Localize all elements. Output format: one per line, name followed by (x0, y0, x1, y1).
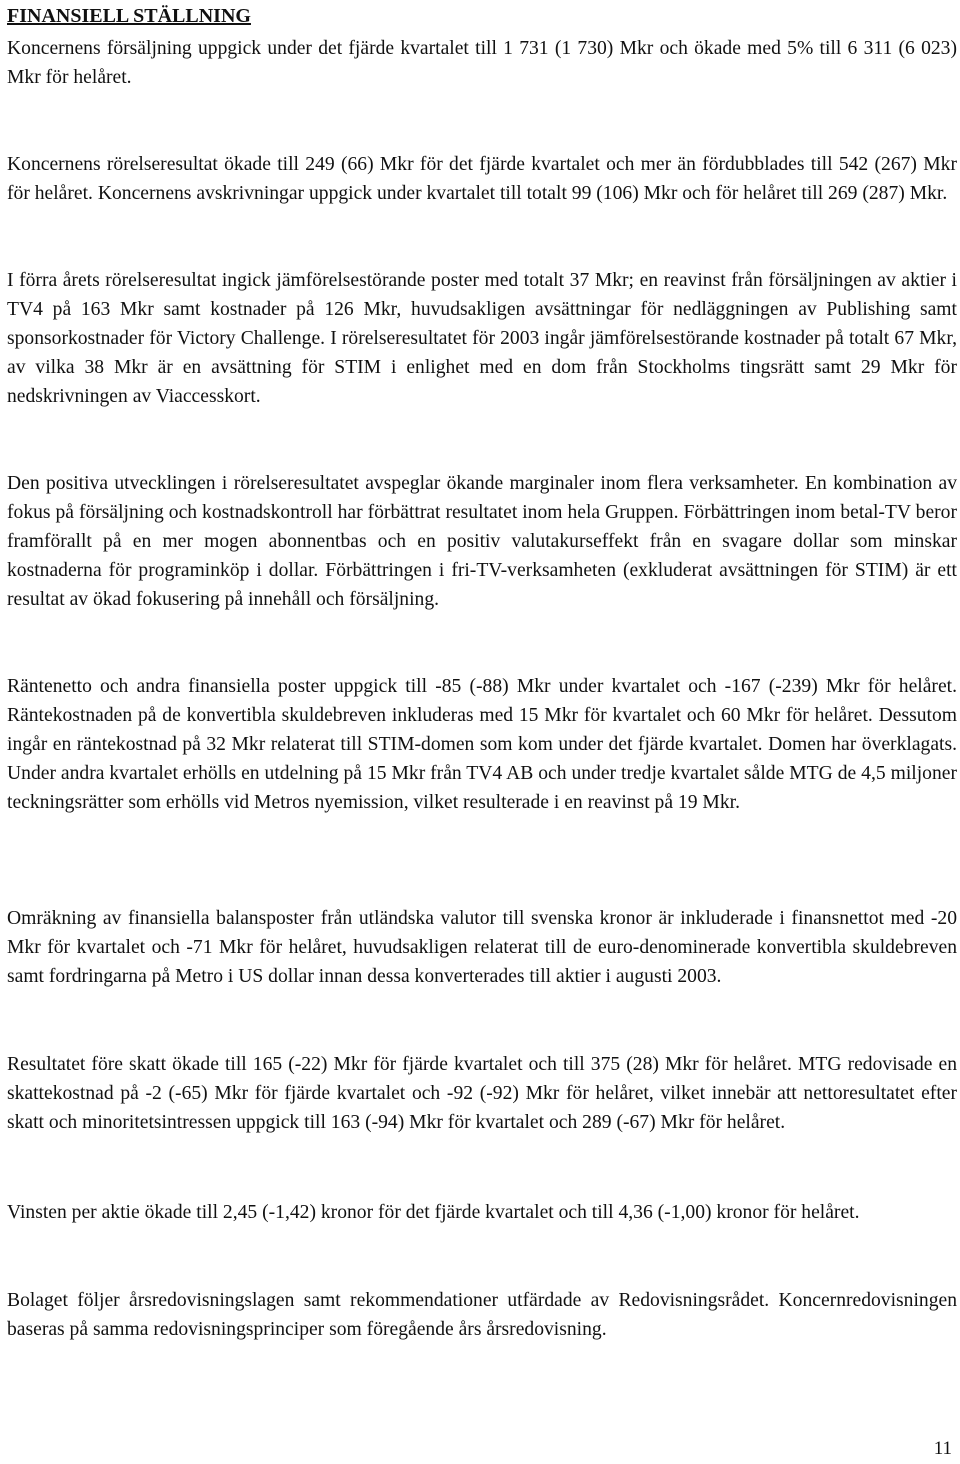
sentence: Räntenetto och andra finansiella poster uppgick till -85 (-88) Mkr under kvartalet och -167 (-239) Mkr för helåret. (7, 676, 957, 697)
paragraph-accounting-principles (7, 1286, 957, 1344)
paragraph-sales (7, 34, 957, 92)
sentence: I rörelseresultatet för 2003 ingår jämförelsestörande kostnader på totalt 67 Mkr, av vilka 38 Mkr är en avsättning för STIM i enlighet med en dom från Stockholms tingsrätt samt 29 Mkr för nedskrivningen av Viaccesskort. (7, 328, 957, 407)
paragraph-result-before-tax (7, 1050, 957, 1137)
sentence: Den positiva utvecklingen i rörelseresultatet avspeglar ökande marginaler inom flera verksamheter. (7, 473, 799, 494)
sentence: Under andra kvartalet erhölls en utdelning på 15 Mkr från TV4 AB och under tredje kvartalet sålde MTG de 4,5 miljoner teckningsrätter som erhölls vid Metros nyemission, vilket resulterade i en reavinst på 19 Mkr. (7, 763, 957, 813)
sentence: En kombination av fokus på försäljning och kostnadskontroll har förbättrat resultatet inom hela Gruppen. (7, 473, 958, 523)
sentence: Resultatet före skatt ökade till 165 (-22) Mkr för fjärde kvartalet och till 375 (28) Mkr för helåret. (7, 1054, 792, 1075)
sentence: Räntekostnaden på de konvertibla skuldebreven inkluderas med 15 Mkr för kvartalet och 60 Mkr för helåret. (7, 705, 873, 726)
sentence: Förbättringen i fri-TV-verksamheten (exkluderat avsättningen för STIM) är ett resultat av ökad fokusering på innehåll och försäljning. (7, 560, 957, 610)
sentence: I förra årets rörelseresultat ingick jämförelsestörande poster med totalt 37 Mkr; en reavinst från försäljningen av aktier i TV4 på 163 Mkr samt kostnader på 126 Mkr, huvudsakligen avsättningar för nedläggningen av Publishing samt sponsorkostnader för Victory Challenge. (7, 270, 957, 349)
paragraph-financial-items (7, 672, 957, 817)
sentence: Koncernens rörelseresultat ökade till 249 (66) Mkr för det fjärde kvartalet och mer än fördubblades till 542 (267) Mkr för helåret. (7, 154, 957, 204)
section-heading: FINANSIELL STÄLLNING (7, 5, 251, 27)
sentence: Omräkning av finansiella balansposter från utländska valutor till svenska kronor är inkluderade i finansnettot med -20 Mkr för kvartalet och -71 Mkr för helåret, huvudsakligen relaterat till de euro-denominerade konvertibla skuldebreven samt fordringarna på Metro i US dollar innan dessa konverterades till aktier i augusti 2003. (7, 908, 957, 987)
sentence: Vinsten per aktie ökade till 2,45 (-1,42) kronor för det fjärde kvartalet och till 4,36 (-1,00) kronor för helåret. (7, 1202, 860, 1223)
sentence: Koncernens försäljning uppgick under det fjärde kvartalet till 1 731 (1 730) Mkr och ökade med 5% till 6 311 (6 023) Mkr för helåret. (7, 38, 957, 88)
sentence: Koncernredovisningen baseras på samma redovisningsprinciper som föregående års årsredovisning. (7, 1290, 957, 1340)
paragraph-items-affecting-comparability (7, 266, 957, 411)
paragraph-earnings-per-share (7, 1198, 957, 1227)
sentence: Bolaget följer årsredovisningslagen samt rekommendationer utfärdade av Redovisningsrådet. (7, 1290, 770, 1311)
paragraph-positive-development (7, 469, 957, 614)
sentence: Dessutom ingår en räntekostnad på 32 Mkr relaterat till STIM-domen som kom under det fjärde kvartalet. (7, 705, 958, 755)
page-number: 11 (933, 1438, 952, 1459)
sentence: Domen har överklagats. (768, 734, 957, 755)
sentence: Förbättringen inom betal-TV beror framförallt på en mer mogen abonnentbas och en positiv valutakurseffekt från en svagare dollar som minskar kostnaderna för programinköp i dollar. (7, 502, 957, 581)
paragraph-operating-result (7, 150, 957, 208)
sentence: MTG redovisade en skattekostnad på -2 (-65) Mkr för fjärde kvartalet och -92 (-92) Mkr för helåret, vilket innebär att nettoresultatet efter skatt och minoritetsintressen uppgick till 163 (-94) Mkr för kvartalet och 289 (-67) Mkr för helåret. (7, 1054, 958, 1133)
sentence: Koncernens avskrivningar uppgick under kvartalet till totalt 99 (106) Mkr och för helåret till 269 (287) Mkr. (97, 183, 948, 204)
paragraph-currency-translation (7, 904, 957, 991)
document-page (7, 0, 958, 1340)
